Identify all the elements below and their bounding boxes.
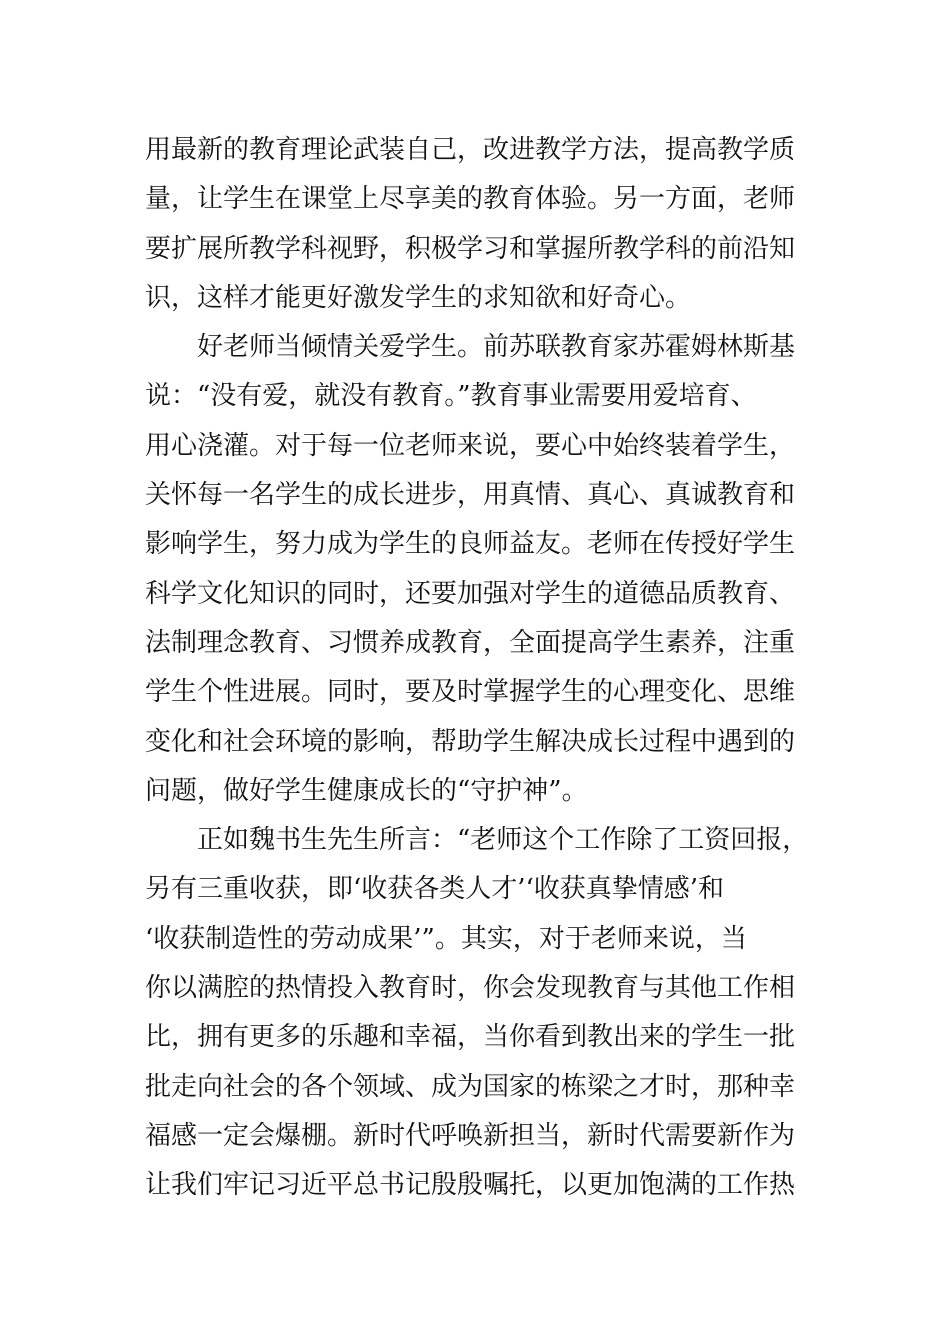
paragraph-first-line: 好老师当倾情关爱学生。前苏联教育家苏霍姆林斯基 bbox=[197, 332, 796, 363]
text-line: 用最新的教育理论武装自己，改进教学方法，提高教学质 bbox=[145, 135, 796, 165]
text-line: 要扩展所教学科视野，积极学习和掌握所教学科的前沿知 bbox=[145, 233, 796, 264]
text-line: 识，这样才能更好激发学生的求知欲和好奇心。 bbox=[145, 282, 692, 313]
text-line: 说：“没有爱，就没有教育。”教育事业需要用爱培育、 bbox=[145, 381, 757, 412]
text-line: 用心浇灌。对于每一位老师来说，要心中始终装着学生， bbox=[145, 430, 796, 461]
text-line: 问题，做好学生健康成长的“守护神”。 bbox=[145, 775, 588, 806]
text-line: 你以满腔的热情投入教育时，你会发现教育与其他工作相 bbox=[145, 973, 796, 1004]
text-line: 让我们牢记习近平总书记殷殷嘱托，以更加饱满的工作热 bbox=[145, 1170, 796, 1201]
text-line: 影响学生，努力成为学生的良师益友。老师在传授好学生 bbox=[145, 529, 796, 560]
text-line: 批走向社会的各个领域、成为国家的栋梁之才时，那种幸 bbox=[145, 1071, 796, 1102]
text-line: 另有三重收获，即‘收获各类人才’‘收获真挚情感’和 bbox=[145, 874, 725, 905]
text-line: 法制理念教育、习惯养成教育，全面提高学生素养，注重 bbox=[145, 627, 796, 658]
paragraph-first-line: 正如魏书生先生所言：“老师这个工作除了工资回报， bbox=[197, 825, 809, 856]
text-line: 福感一定会爆棚。新时代呼唤新担当，新时代需要新作为 bbox=[145, 1120, 796, 1151]
text-line: 科学文化知识的同时，还要加强对学生的道德品质教育、 bbox=[145, 578, 796, 609]
text-line: 变化和社会环境的影响，帮助学生解决成长过程中遇到的 bbox=[145, 726, 796, 757]
text-line: 关怀每一名学生的成长进步，用真情、真心、真诚教育和 bbox=[145, 480, 796, 511]
body-text bbox=[145, 126, 825, 1211]
text-line: 学生个性进展。同时，要及时掌握学生的心理变化、思维 bbox=[145, 677, 796, 708]
text-line: 量，让学生在课堂上尽享美的教育体验。另一方面，老师 bbox=[145, 184, 796, 215]
text-line: 比，拥有更多的乐趣和幸福，当你看到教出来的学生一批 bbox=[145, 1022, 796, 1053]
text-line: ‘收获制造性的劳动成果’”。其实，对于老师来说，当 bbox=[145, 923, 747, 954]
